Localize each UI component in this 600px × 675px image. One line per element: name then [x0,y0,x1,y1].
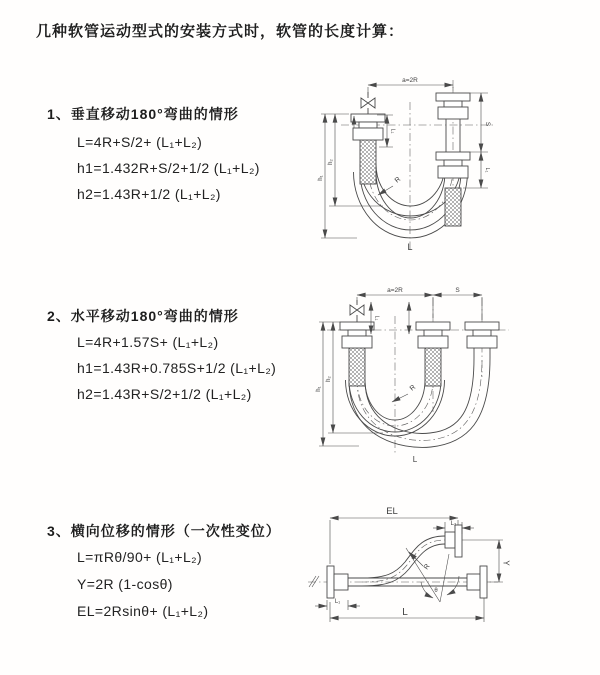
dim-label-l: L [402,607,408,618]
dim-label-h1: h₁ [316,386,322,392]
radius-label: R [408,383,418,393]
dim-label-width: a=2R [402,77,418,84]
section-2-formula-L: L=4R+1.57S+ (L₁+L₂) [77,334,219,350]
radius-label: R [422,562,432,572]
dimensions [318,77,491,252]
section-1-formula-h1: h1=1.432R+S/2+1/2 (L₁+L₂) [77,160,260,176]
section-2-formula-h1: h1=1.43R+0.785S+1/2 (L₁+L₂) [77,360,277,376]
section-3-formula-L: L=πRθ/90+ (L₁+L₂) [77,549,203,565]
section-3-formula-Y: Y=2R (1-cosθ) [77,576,173,592]
dim-label-h2: h₂ [326,376,332,382]
dim-label-h2: h₂ [328,159,334,165]
dim-label-el: EL [386,506,398,517]
valve-icon [361,92,375,114]
dim-label-s: S [484,121,491,127]
section-1-formula-h2: h2=1.43R+1/2 (L₁+L₂) [77,186,221,202]
section-1-formula-L: L=4R+S/2+ (L₁+L₂) [77,134,203,150]
dim-label-l1: L₁ [334,599,341,605]
diagram-horizontal-180-bend [313,272,598,472]
dim-label-l1: L₁ [373,315,380,321]
section-3-heading: 3、横向位移的情形（一次性变位） [47,523,281,539]
diagram-vertical-180-bend [313,62,598,262]
length-label: L [407,242,413,252]
radius-label: R [393,175,403,185]
dim-label-l1-right: L₁ [484,167,490,173]
dim-label-width: a=2R [387,287,403,294]
flanges [327,525,487,598]
hose-curves [346,358,491,447]
section-2-formula-h2: h2=1.43R+S/2+1/2 (L₁+L₂) [77,386,252,402]
section-3-formula-EL: EL=2Rsinθ+ (L₁+L₂) [77,603,209,619]
length-label: L [412,455,418,464]
dim-label-s: S [455,287,460,294]
valve-icon [350,300,364,322]
page-title: 几种软管运动型式的安装方式时，软管的长度计算： [36,23,405,40]
section-2-heading: 2、水平移动180°弯曲的情形 [47,308,239,324]
hose-curves [362,536,445,586]
dim-label-l1-left: L₁ [389,128,396,134]
dim-label-h1: h₁ [318,175,324,181]
dim-label-l2: L₂ [450,521,457,527]
angle-label: θ [434,588,438,594]
diagram-lateral-displacement [300,492,600,656]
dim-label-y: Y [501,560,511,566]
section-1-heading: 1、垂直移动180°弯曲的情形 [47,106,239,122]
